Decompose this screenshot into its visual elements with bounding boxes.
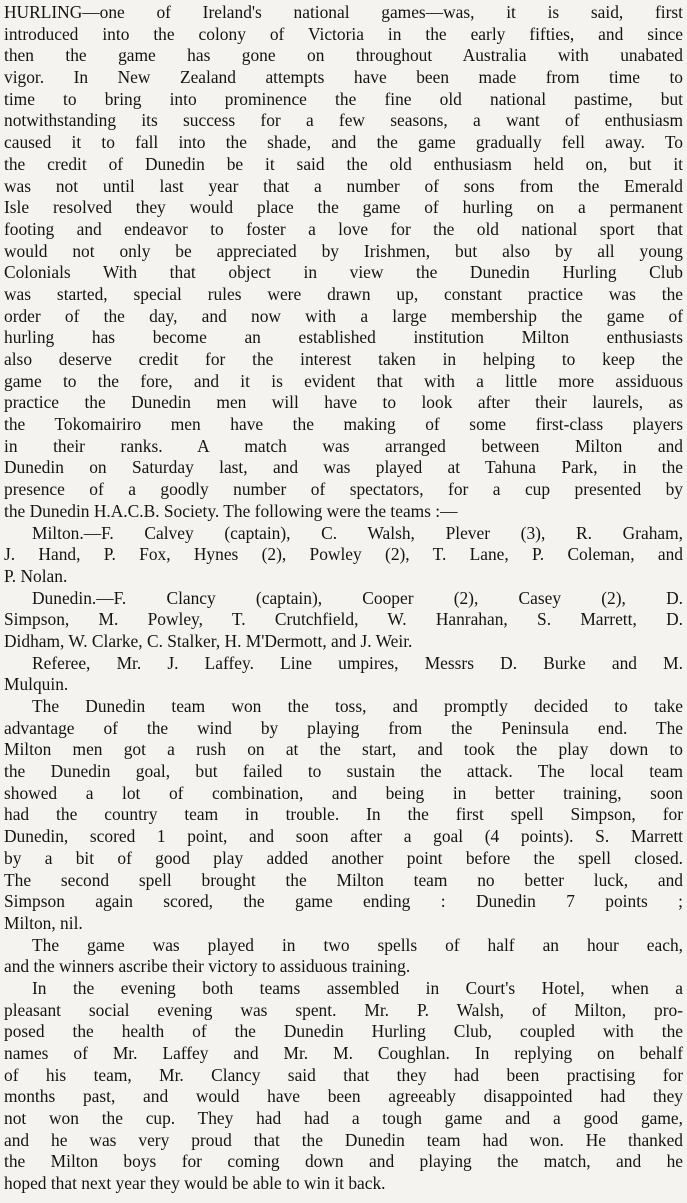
- article-line: vigor. In New Zealand attempts have been made from time to: [4, 67, 683, 88]
- article-line: Didham, W. Clarke, C. Stalker, H. M'Dermott, and J. Weir.: [4, 630, 413, 651]
- article-paragraph: [4, 2, 683, 523]
- article-line: hurling has become an established institution Milton enthusiasts: [4, 327, 683, 348]
- article-line: the Dunedin goal, but failed to sustain the attack. The local team: [4, 761, 683, 782]
- article-line: and he was very proud that the Dunedin team had won. He thanked: [4, 1129, 683, 1150]
- article-line: the credit of Dunedin be it said the old enthusiasm held on, but it: [4, 153, 683, 174]
- article-line: had the country team in trouble. In the first spell Simpson, for: [4, 804, 683, 825]
- article-line: footing and endeavor to foster a love for the old national sport that: [4, 218, 683, 239]
- article-paragraph: [4, 523, 683, 588]
- article-line: Milton men got a rush on at the start, and took the play down to: [4, 739, 683, 760]
- article-line: the Dunedin H.A.C.B. Society. The following were the teams :—: [4, 500, 458, 521]
- article-line: the Tokomairiro men have the making of some first-class players: [4, 414, 683, 435]
- newspaper-article: [4, 2, 683, 1195]
- article-line: Simpson, M. Powley, T. Crutchfield, W. Hanrahan, S. Marrett, D.: [4, 609, 683, 630]
- article-line: advantage of the wind by playing from the Peninsula end. The: [4, 717, 683, 738]
- article-line: The game was played in two spells of half an hour each,: [32, 934, 683, 955]
- article-line: and the winners ascribe their victory to assiduous training.: [4, 956, 411, 977]
- article-line: would not only be appreciated by Irishmen, but also by all young: [4, 240, 683, 261]
- article-line: P. Nolan.: [4, 565, 68, 586]
- article-line: months past, and would have been agreeably disappointed had they: [4, 1086, 683, 1107]
- article-line: Mulquin.: [4, 674, 69, 695]
- article-line: of his team, Mr. Clancy said that they had been practising for: [4, 1064, 683, 1085]
- article-line: pleasant social evening was spent. Mr. P. Walsh, of Milton, pro-: [4, 999, 683, 1020]
- article-line: order of the day, and now with a large membership the game of: [4, 305, 683, 326]
- article-line: also deserve credit for the interest taken in helping to keep the: [4, 349, 683, 369]
- article-paragraph: [4, 935, 683, 978]
- article-line: Referee, Mr. J. Laffey. Line umpires, Messrs D. Burke and M.: [32, 652, 683, 673]
- article-line: Dunedin, scored 1 point, and soon after a goal (4 points). S. Marrett: [4, 826, 683, 847]
- article-line: not won the cup. They had had a tough game and a good game,: [4, 1108, 683, 1129]
- article-line: Simpson again scored, the game ending : Dunedin 7 points ;: [4, 891, 683, 912]
- article-line: practice the Dunedin men will have to look after their laurels, as: [4, 392, 683, 413]
- article-line: was started, special rules were drawn up, constant practice was the: [4, 283, 683, 304]
- article-line: The Dunedin team won the toss, and promptly decided to take: [32, 696, 683, 716]
- article-line: introduced into the colony of Victoria in the early fifties, and since: [4, 23, 683, 44]
- article-line: caused it to fall into the shade, and the game gradually fell away. To: [4, 132, 683, 153]
- article-line: then the game has gone on throughout Australia with unabated: [4, 45, 683, 66]
- article-line: In the evening both teams assembled in Court's Hotel, when a: [32, 977, 683, 998]
- article-line: Isle resolved they would place the game of hurling on a permanent: [4, 197, 683, 218]
- article-line: Colonials With that object in view the Dunedin Hurling Club: [4, 262, 683, 283]
- article-line: Dunedin.—F. Clancy (captain), Cooper (2), Casey (2), D.: [32, 587, 683, 608]
- article-paragraph: [4, 588, 683, 653]
- article-line: Milton, nil.: [4, 912, 83, 933]
- article-line: names of Mr. Laffey and Mr. M. Coughlan. In replying on behalf: [4, 1043, 683, 1063]
- article-paragraph: [4, 653, 683, 696]
- article-line: notwithstanding its success for a few seasons, a want of enthusiasm: [4, 110, 683, 131]
- article-line: The second spell brought the Milton team no better luck, and: [4, 869, 683, 890]
- article-line: time to bring into prominence the fine old national pastime, but: [4, 88, 683, 109]
- article-line: showed a lot of combination, and being in better training, soon: [4, 782, 683, 803]
- article-line: HURLING—one of Ireland's national games—was, it is said, first: [4, 2, 683, 22]
- article-line: Dunedin on Saturday last, and was played at Tahuna Park, in the: [4, 457, 683, 478]
- article-line: was not until last year that a number of sons from the Emerald: [4, 175, 683, 196]
- article-line: game to the fore, and it is evident that with a little more assiduous: [4, 370, 683, 391]
- article-line: by a bit of good play added another point before the spell closed.: [4, 847, 683, 868]
- article-paragraph: [4, 696, 683, 935]
- article-line: the Milton boys for coming down and playing the match, and he: [4, 1151, 683, 1172]
- article-line: hoped that next year they would be able to win it back.: [4, 1173, 386, 1194]
- article-line: posed the health of the Dunedin Hurling Club, coupled with the: [4, 1021, 683, 1042]
- article-line: in their ranks. A match was arranged between Milton and: [4, 435, 683, 456]
- article-line: presence of a goodly number of spectators, for a cup presented by: [4, 479, 683, 500]
- article-line: J. Hand, P. Fox, Hynes (2), Powley (2), T. Lane, P. Coleman, and: [4, 544, 683, 565]
- article-line: Milton.—F. Calvey (captain), C. Walsh, Plever (3), R. Graham,: [32, 522, 683, 543]
- article-paragraph: [4, 978, 683, 1195]
